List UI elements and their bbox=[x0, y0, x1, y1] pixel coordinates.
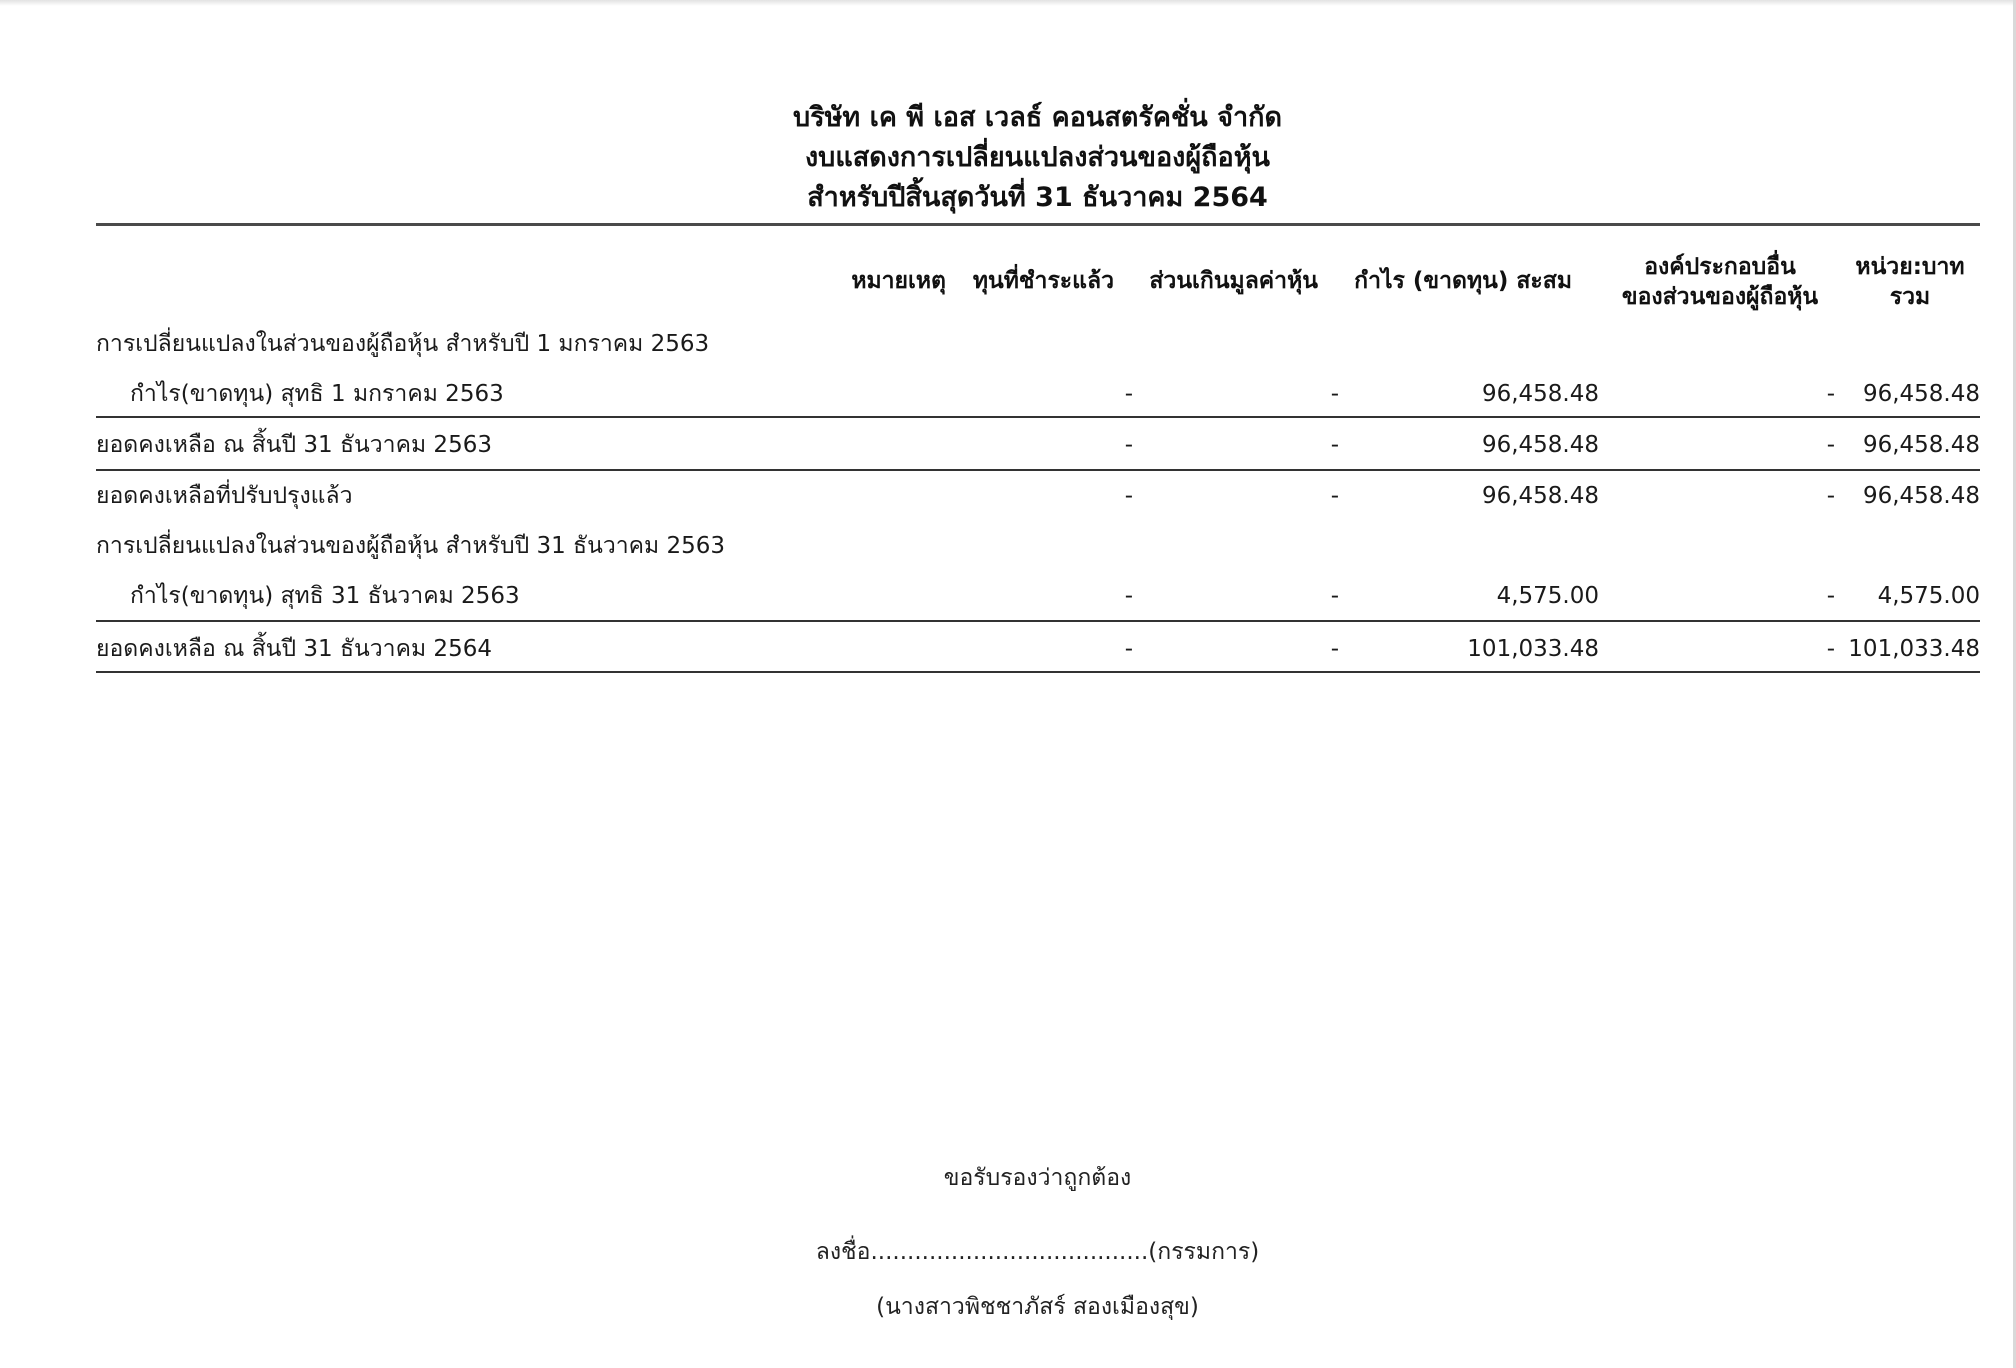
cell-share-premium: - bbox=[1330, 381, 1339, 407]
row-label: การเปลี่ยนแปลงในส่วนของผู้ถือหุ้น สำหรับปี 1 มกราคม 2563 bbox=[96, 331, 710, 357]
header-divider bbox=[96, 223, 1980, 226]
cell-paid-capital: - bbox=[1124, 583, 1133, 609]
window-top-shadow bbox=[0, 0, 2016, 6]
cell-total: 96,458.48 bbox=[1862, 381, 1980, 407]
col-header-total-label: รวม bbox=[1889, 284, 1931, 310]
statement-title-block bbox=[0, 98, 2016, 218]
col-header-other-line2: ของส่วนของผู้ถือหุ้น bbox=[1621, 284, 1819, 310]
col-header-other-line1: องค์ประกอบอื่น bbox=[1644, 254, 1796, 280]
cell-retained-earnings: 101,033.48 bbox=[1467, 636, 1599, 662]
row-divider bbox=[96, 469, 1980, 471]
col-header-paid-capital: ทุนที่ชำระแล้ว bbox=[972, 268, 1114, 294]
col-header-other-components bbox=[1590, 252, 1850, 312]
cell-retained-earnings: 4,575.00 bbox=[1496, 583, 1599, 609]
cell-total: 101,033.48 bbox=[1848, 636, 1980, 662]
row-divider bbox=[96, 620, 1980, 622]
row-label: ยอดคงเหลือ ณ สิ้นปี 31 ธันวาคม 2564 bbox=[96, 636, 492, 662]
row-label: กำไร(ขาดทุน) สุทธิ 1 มกราคม 2563 bbox=[130, 381, 504, 407]
unit-label: หน่วย:บาท bbox=[1855, 254, 1965, 280]
cell-paid-capital: - bbox=[1124, 636, 1133, 662]
col-header-retained-earnings: กำไร (ขาดทุน) สะสม bbox=[1354, 268, 1572, 294]
row-label: กำไร(ขาดทุน) สุทธิ 31 ธันวาคม 2563 bbox=[130, 583, 520, 609]
col-header-total bbox=[1840, 252, 1980, 312]
signature-line: ลงชื่อ......................................(กรรมการ) bbox=[815, 1239, 1260, 1265]
cell-total: 96,458.48 bbox=[1862, 432, 1980, 458]
company-name: บริษัท เค พี เอส เวลธ์ คอนสตรัคชั่น จำกัด bbox=[792, 102, 1283, 133]
cell-total: 4,575.00 bbox=[1877, 583, 1980, 609]
cell-retained-earnings: 96,458.48 bbox=[1481, 432, 1599, 458]
cell-share-premium: - bbox=[1330, 432, 1339, 458]
cell-share-premium: - bbox=[1330, 636, 1339, 662]
statement-name: งบแสดงการเปลี่ยนแปลงส่วนของผู้ถือหุ้น bbox=[805, 142, 1270, 173]
col-header-share-premium: ส่วนเกินมูลค่าหุ้น bbox=[1149, 268, 1318, 294]
cell-other-components: - bbox=[1826, 432, 1835, 458]
cell-other-components: - bbox=[1826, 483, 1835, 509]
row-label: ยอดคงเหลือที่ปรับปรุงแล้ว bbox=[96, 483, 353, 509]
cell-share-premium: - bbox=[1330, 583, 1339, 609]
cell-paid-capital: - bbox=[1124, 381, 1133, 407]
cell-paid-capital: - bbox=[1124, 483, 1133, 509]
row-label: ยอดคงเหลือ ณ สิ้นปี 31 ธันวาคม 2563 bbox=[96, 432, 492, 458]
cell-total: 96,458.48 bbox=[1862, 483, 1980, 509]
col-header-note: หมายเหตุ bbox=[851, 268, 946, 294]
cell-retained-earnings: 96,458.48 bbox=[1481, 483, 1599, 509]
cell-other-components: - bbox=[1826, 636, 1835, 662]
statement-period: สำหรับปีสิ้นสุดวันที่ 31 ธันวาคม 2564 bbox=[807, 182, 1268, 213]
row-label: การเปลี่ยนแปลงในส่วนของผู้ถือหุ้น สำหรับปี 31 ธันวาคม 2563 bbox=[96, 533, 726, 559]
signer-name: (นางสาวพิชชาภัสร์ สองเมืองสุข) bbox=[876, 1294, 1199, 1320]
certification-text: ขอรับรองว่าถูกต้อง bbox=[943, 1165, 1132, 1191]
cell-other-components: - bbox=[1826, 583, 1835, 609]
cell-paid-capital: - bbox=[1124, 432, 1133, 458]
cell-retained-earnings: 96,458.48 bbox=[1481, 381, 1599, 407]
table-bottom-rule bbox=[96, 671, 1980, 673]
cell-other-components: - bbox=[1826, 381, 1835, 407]
row-divider bbox=[96, 416, 1980, 418]
cell-share-premium: - bbox=[1330, 483, 1339, 509]
